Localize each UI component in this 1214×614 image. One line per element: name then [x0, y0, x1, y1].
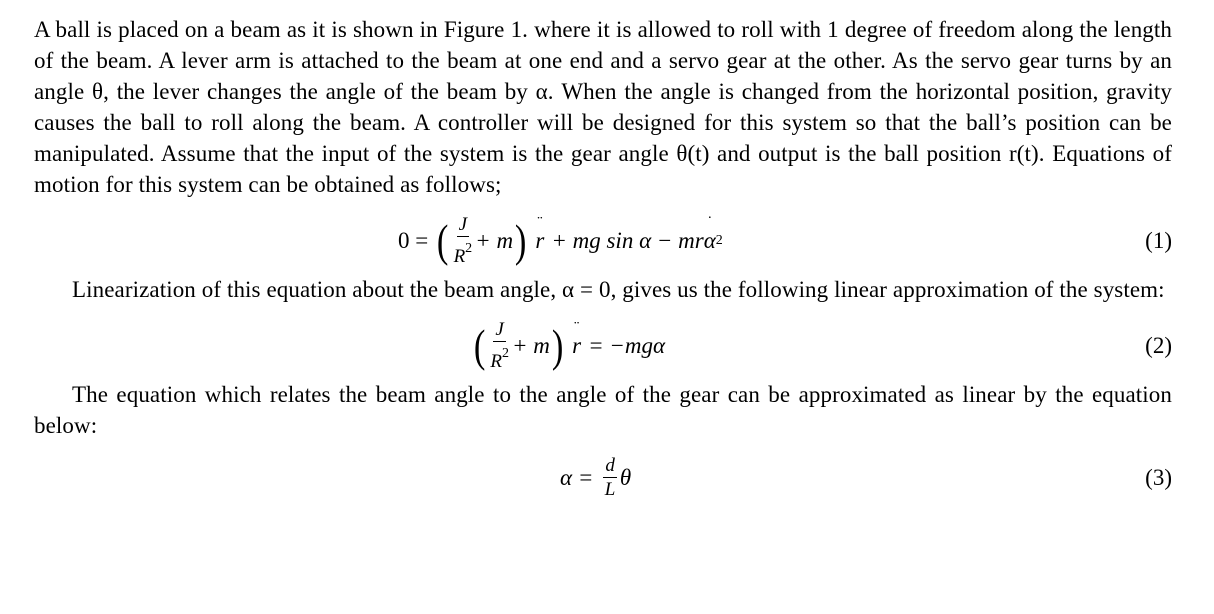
- eq2-frac-numerator: J: [495, 318, 504, 340]
- eq1-left-paren: (: [437, 215, 449, 266]
- document-page: [34, 14, 1172, 509]
- eq2-ddot-mark: ¨: [573, 319, 580, 336]
- eq1-lhs: 0 =: [398, 228, 429, 253]
- equation-2-number: (2): [1145, 333, 1172, 358]
- eq1-power: 2: [715, 233, 723, 248]
- equation-3-row: [34, 447, 1172, 509]
- eq2-r-ddot: r ¨: [572, 319, 582, 358]
- equation-2: [472, 315, 665, 377]
- eq3-rhs: θ: [619, 465, 632, 490]
- eq1-r-ddot: r ¨: [535, 214, 545, 253]
- eq3-frac-denominator: L: [604, 478, 616, 500]
- eq1-den-power: 2: [465, 240, 473, 256]
- eq2-rhs: = −mgα: [588, 333, 666, 358]
- equation-3: [560, 447, 631, 509]
- eq1-fraction: [454, 215, 473, 268]
- equation-1: [398, 210, 723, 272]
- eq2-den-power: 2: [501, 345, 509, 361]
- eq1-tail: + mg sin α − mr: [551, 228, 704, 253]
- eq1-ddot-mark: ¨: [537, 214, 543, 231]
- eq2-frac-denominator: R: [490, 350, 502, 372]
- eq1-frac-denominator: R: [453, 245, 466, 267]
- eq2-plus-m: + m: [511, 333, 550, 358]
- eq3-fraction: [603, 456, 617, 501]
- equation-1-row: [34, 210, 1172, 272]
- equation-1-number: (1): [1145, 228, 1172, 253]
- eq3-frac-numerator: d: [605, 454, 615, 476]
- equation-2-row: [34, 315, 1172, 377]
- linearization-paragraph: Linearization of this equation about the beam angle, α = 0, gives us the following linear approximation of the system:: [72, 277, 1165, 302]
- eq2-right-paren: ): [551, 320, 564, 371]
- intro-paragraph: A ball is placed on a beam as it is shown in Figure 1. where it is allowed to roll with 1 degree of freedom along the length of the beam. A lever arm is attached to the beam at one end and a servo gear at the other. As the servo gear turns by an angle θ, the lever changes the angle of the beam by α. When the angle is changed from the horizontal position, gravity causes the ball to roll along the beam. A controller will be designed for this system so that the ball’s position can be manipulated. Assume that the input of the system is the gear angle θ(t) and output is the ball position r(t). Equations of motion for this system can be obtained as follows;: [34, 17, 1172, 197]
- eq1-plus-m: + m: [475, 228, 514, 253]
- eq1-dot-mark: ˙: [707, 214, 713, 231]
- eq1-right-paren: ): [514, 215, 527, 266]
- eq2-left-paren: (: [473, 320, 486, 371]
- eq1-frac-numerator: J: [458, 213, 468, 235]
- gear-relation-paragraph: The equation which relates the beam angle to the angle of the gear can be approximated as linear by the equation below:: [34, 382, 1172, 438]
- eq1-alpha-dot: α ˙: [703, 214, 716, 253]
- eq2-fraction: [490, 320, 509, 373]
- equation-3-number: (3): [1145, 465, 1172, 490]
- eq3-lhs: α =: [560, 465, 594, 490]
